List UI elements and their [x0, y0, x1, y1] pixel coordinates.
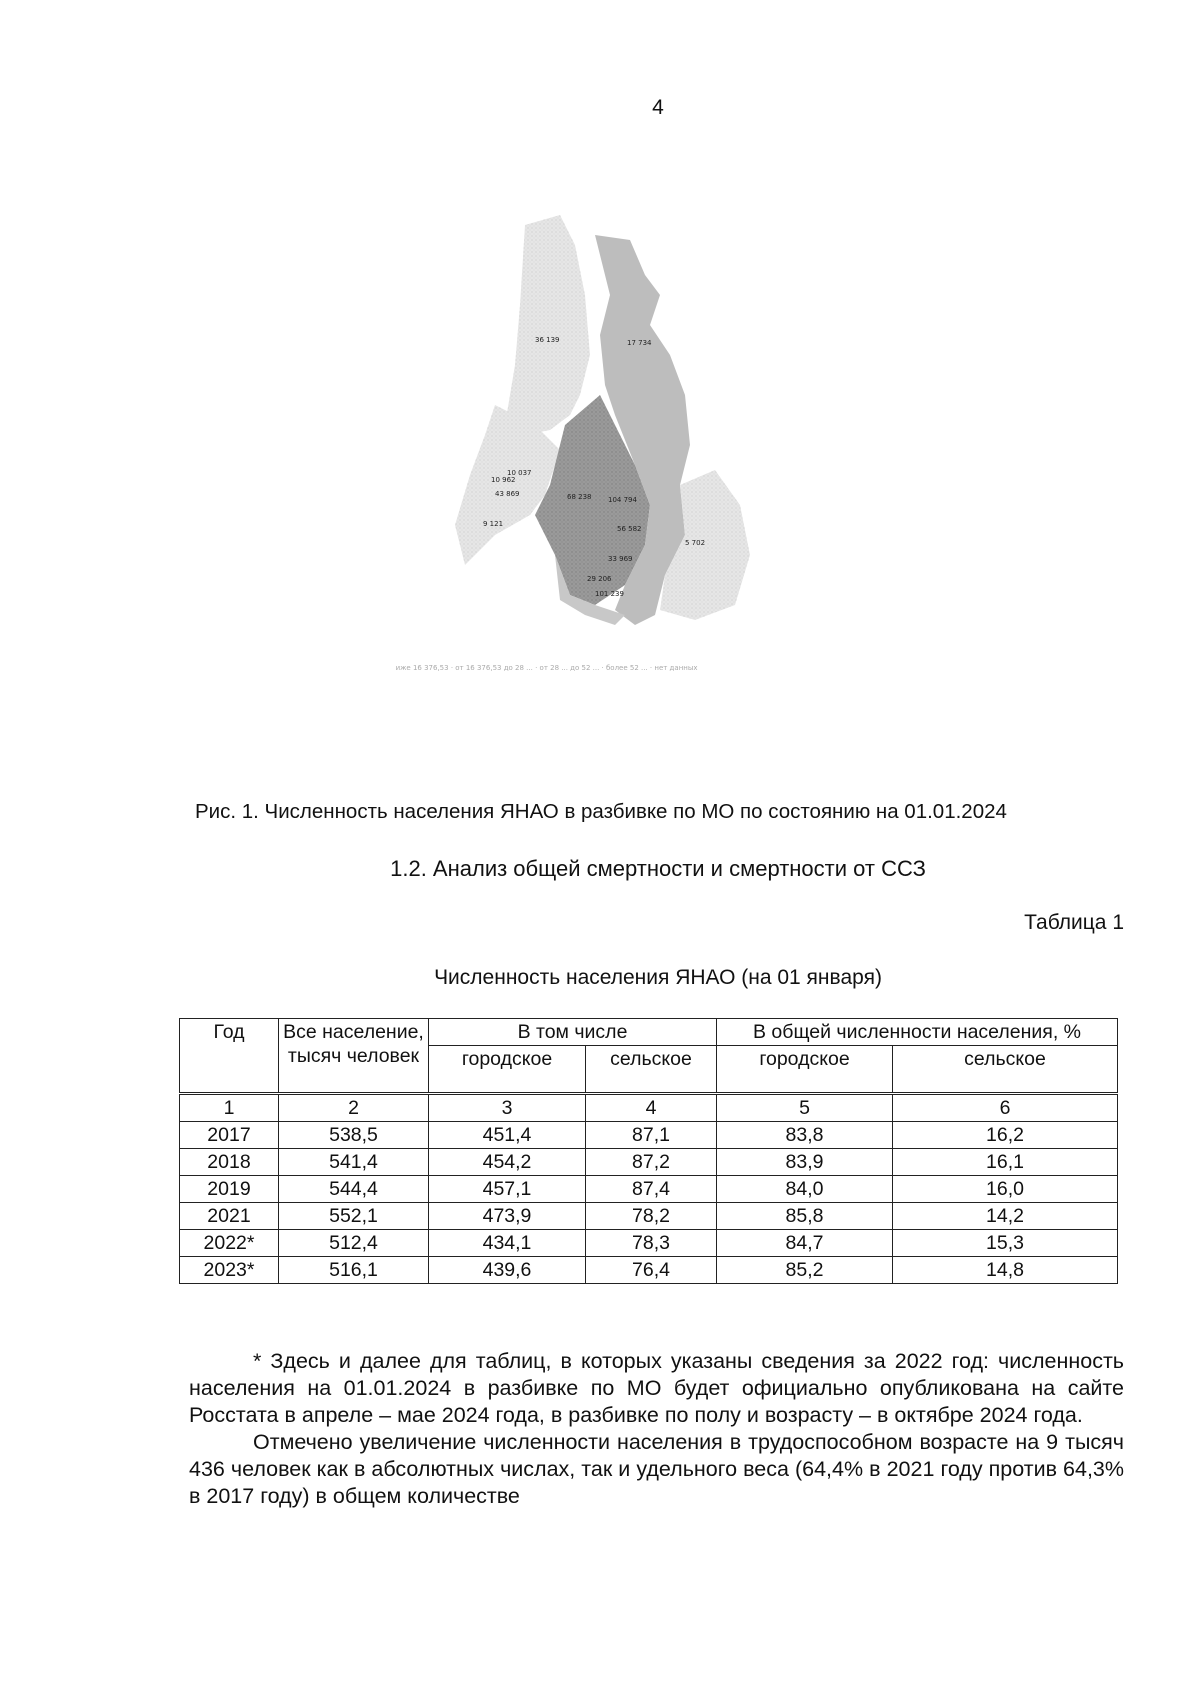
cell-urban: 473,9 — [429, 1203, 586, 1230]
column-index: 5 — [717, 1094, 893, 1122]
header-rural-pct: сельское — [893, 1046, 1118, 1094]
cell-rural: 78,3 — [586, 1230, 717, 1257]
analysis-paragraph: Отмечено увеличение численности населения в трудоспособном возрасте на 9 тысяч 436 человек как в абсолютных числах, так и удельного веса (64,4% в 2021 году против 64,3% в 2017 году) в общем количестве — [189, 1430, 1124, 1508]
map-label: 5 702 — [685, 539, 706, 547]
map-label: 56 582 — [617, 525, 642, 533]
header-urban: городское — [429, 1046, 586, 1094]
cell-total: 544,4 — [279, 1176, 429, 1203]
table-row — [180, 1122, 1118, 1149]
header-including: В том числе — [429, 1019, 717, 1046]
cell-rural-pct: 16,0 — [893, 1176, 1118, 1203]
cell-year: 2023* — [180, 1257, 279, 1284]
figure-caption: Рис. 1. Численность населения ЯНАО в разбивке по МО по состоянию на 01.01.2024 — [195, 800, 1007, 823]
cell-total: 538,5 — [279, 1122, 429, 1149]
cell-total: 541,4 — [279, 1149, 429, 1176]
cell-urban-pct: 83,9 — [717, 1149, 893, 1176]
header-total: Все население, тысяч человек — [279, 1019, 429, 1094]
table-row — [180, 1149, 1118, 1176]
population-table — [179, 1018, 1118, 1284]
map-label: 29 206 — [587, 575, 612, 583]
map-label: 10 037 — [507, 469, 532, 477]
column-index-row — [180, 1094, 1118, 1122]
table-title: Численность населения ЯНАО (на 01 января) — [434, 966, 882, 989]
map-label: 43 869 — [495, 490, 520, 498]
column-index: 3 — [429, 1094, 586, 1122]
cell-urban: 454,2 — [429, 1149, 586, 1176]
district-yamalsky — [505, 215, 590, 435]
cell-urban: 451,4 — [429, 1122, 586, 1149]
cell-urban-pct: 83,8 — [717, 1122, 893, 1149]
map-label: 101 239 — [595, 590, 624, 598]
map-label: 36 139 — [535, 336, 560, 344]
column-index: 1 — [180, 1094, 279, 1122]
cell-urban-pct: 84,7 — [717, 1230, 893, 1257]
header-rural: сельское — [586, 1046, 717, 1094]
cell-year: 2017 — [180, 1122, 279, 1149]
table-row — [180, 1203, 1118, 1230]
cell-total: 552,1 — [279, 1203, 429, 1230]
cell-total: 512,4 — [279, 1230, 429, 1257]
cell-urban: 457,1 — [429, 1176, 586, 1203]
cell-urban: 439,6 — [429, 1257, 586, 1284]
population-map-figure — [395, 215, 905, 775]
map-label: 10 962 — [491, 476, 516, 484]
cell-year: 2022* — [180, 1230, 279, 1257]
cell-rural-pct: 14,2 — [893, 1203, 1118, 1230]
column-index: 2 — [279, 1094, 429, 1122]
cell-rural: 87,2 — [586, 1149, 717, 1176]
cell-rural-pct: 15,3 — [893, 1230, 1118, 1257]
cell-rural: 87,4 — [586, 1176, 717, 1203]
map-label: 33 969 — [608, 555, 633, 563]
column-index: 4 — [586, 1094, 717, 1122]
table-header-row — [180, 1019, 1118, 1046]
column-index: 6 — [893, 1094, 1118, 1122]
section-heading: 1.2. Анализ общей смертности и смертности от ССЗ — [390, 856, 926, 881]
cell-urban: 434,1 — [429, 1230, 586, 1257]
cell-rural-pct: 14,8 — [893, 1257, 1118, 1284]
table-row — [180, 1176, 1118, 1203]
cell-rural: 76,4 — [586, 1257, 717, 1284]
cell-total: 516,1 — [279, 1257, 429, 1284]
header-year: Год — [180, 1019, 279, 1094]
region-map — [395, 215, 905, 775]
header-urban-pct: городское — [717, 1046, 893, 1094]
cell-rural-pct: 16,2 — [893, 1122, 1118, 1149]
cell-year: 2018 — [180, 1149, 279, 1176]
cell-urban-pct: 85,2 — [717, 1257, 893, 1284]
cell-rural: 78,2 — [586, 1203, 717, 1230]
table-number: Таблица 1 — [1024, 911, 1124, 934]
table-row — [180, 1257, 1118, 1284]
map-label: 17 734 — [627, 339, 652, 347]
table-row — [180, 1230, 1118, 1257]
map-label: 104 794 — [608, 496, 637, 504]
cell-year: 2021 — [180, 1203, 279, 1230]
footnote-paragraph: * Здесь и далее для таблиц, в которых указаны сведения за 2022 год: численность населения на 01.01.2024 в разбивке по МО будет официально опубликована на сайте Росстата в апреле – мае 2024 года, в разбивке по полу и возрасту – в октябре 2024 года. — [189, 1349, 1124, 1427]
map-label: 9 121 — [483, 520, 504, 528]
body-text — [189, 1348, 1124, 1510]
header-share: В общей численности населения, % — [717, 1019, 1118, 1046]
map-legend: ниже 16 376,53 · от 16 376,53 до 28 ... · от 28 ... до 52 ... · более 52 ... · нет данных — [395, 664, 698, 672]
cell-rural-pct: 16,1 — [893, 1149, 1118, 1176]
cell-rural: 87,1 — [586, 1122, 717, 1149]
cell-year: 2019 — [180, 1176, 279, 1203]
map-label: 68 238 — [567, 493, 592, 501]
cell-urban-pct: 85,8 — [717, 1203, 893, 1230]
cell-urban-pct: 84,0 — [717, 1176, 893, 1203]
page-number: 4 — [652, 96, 664, 119]
